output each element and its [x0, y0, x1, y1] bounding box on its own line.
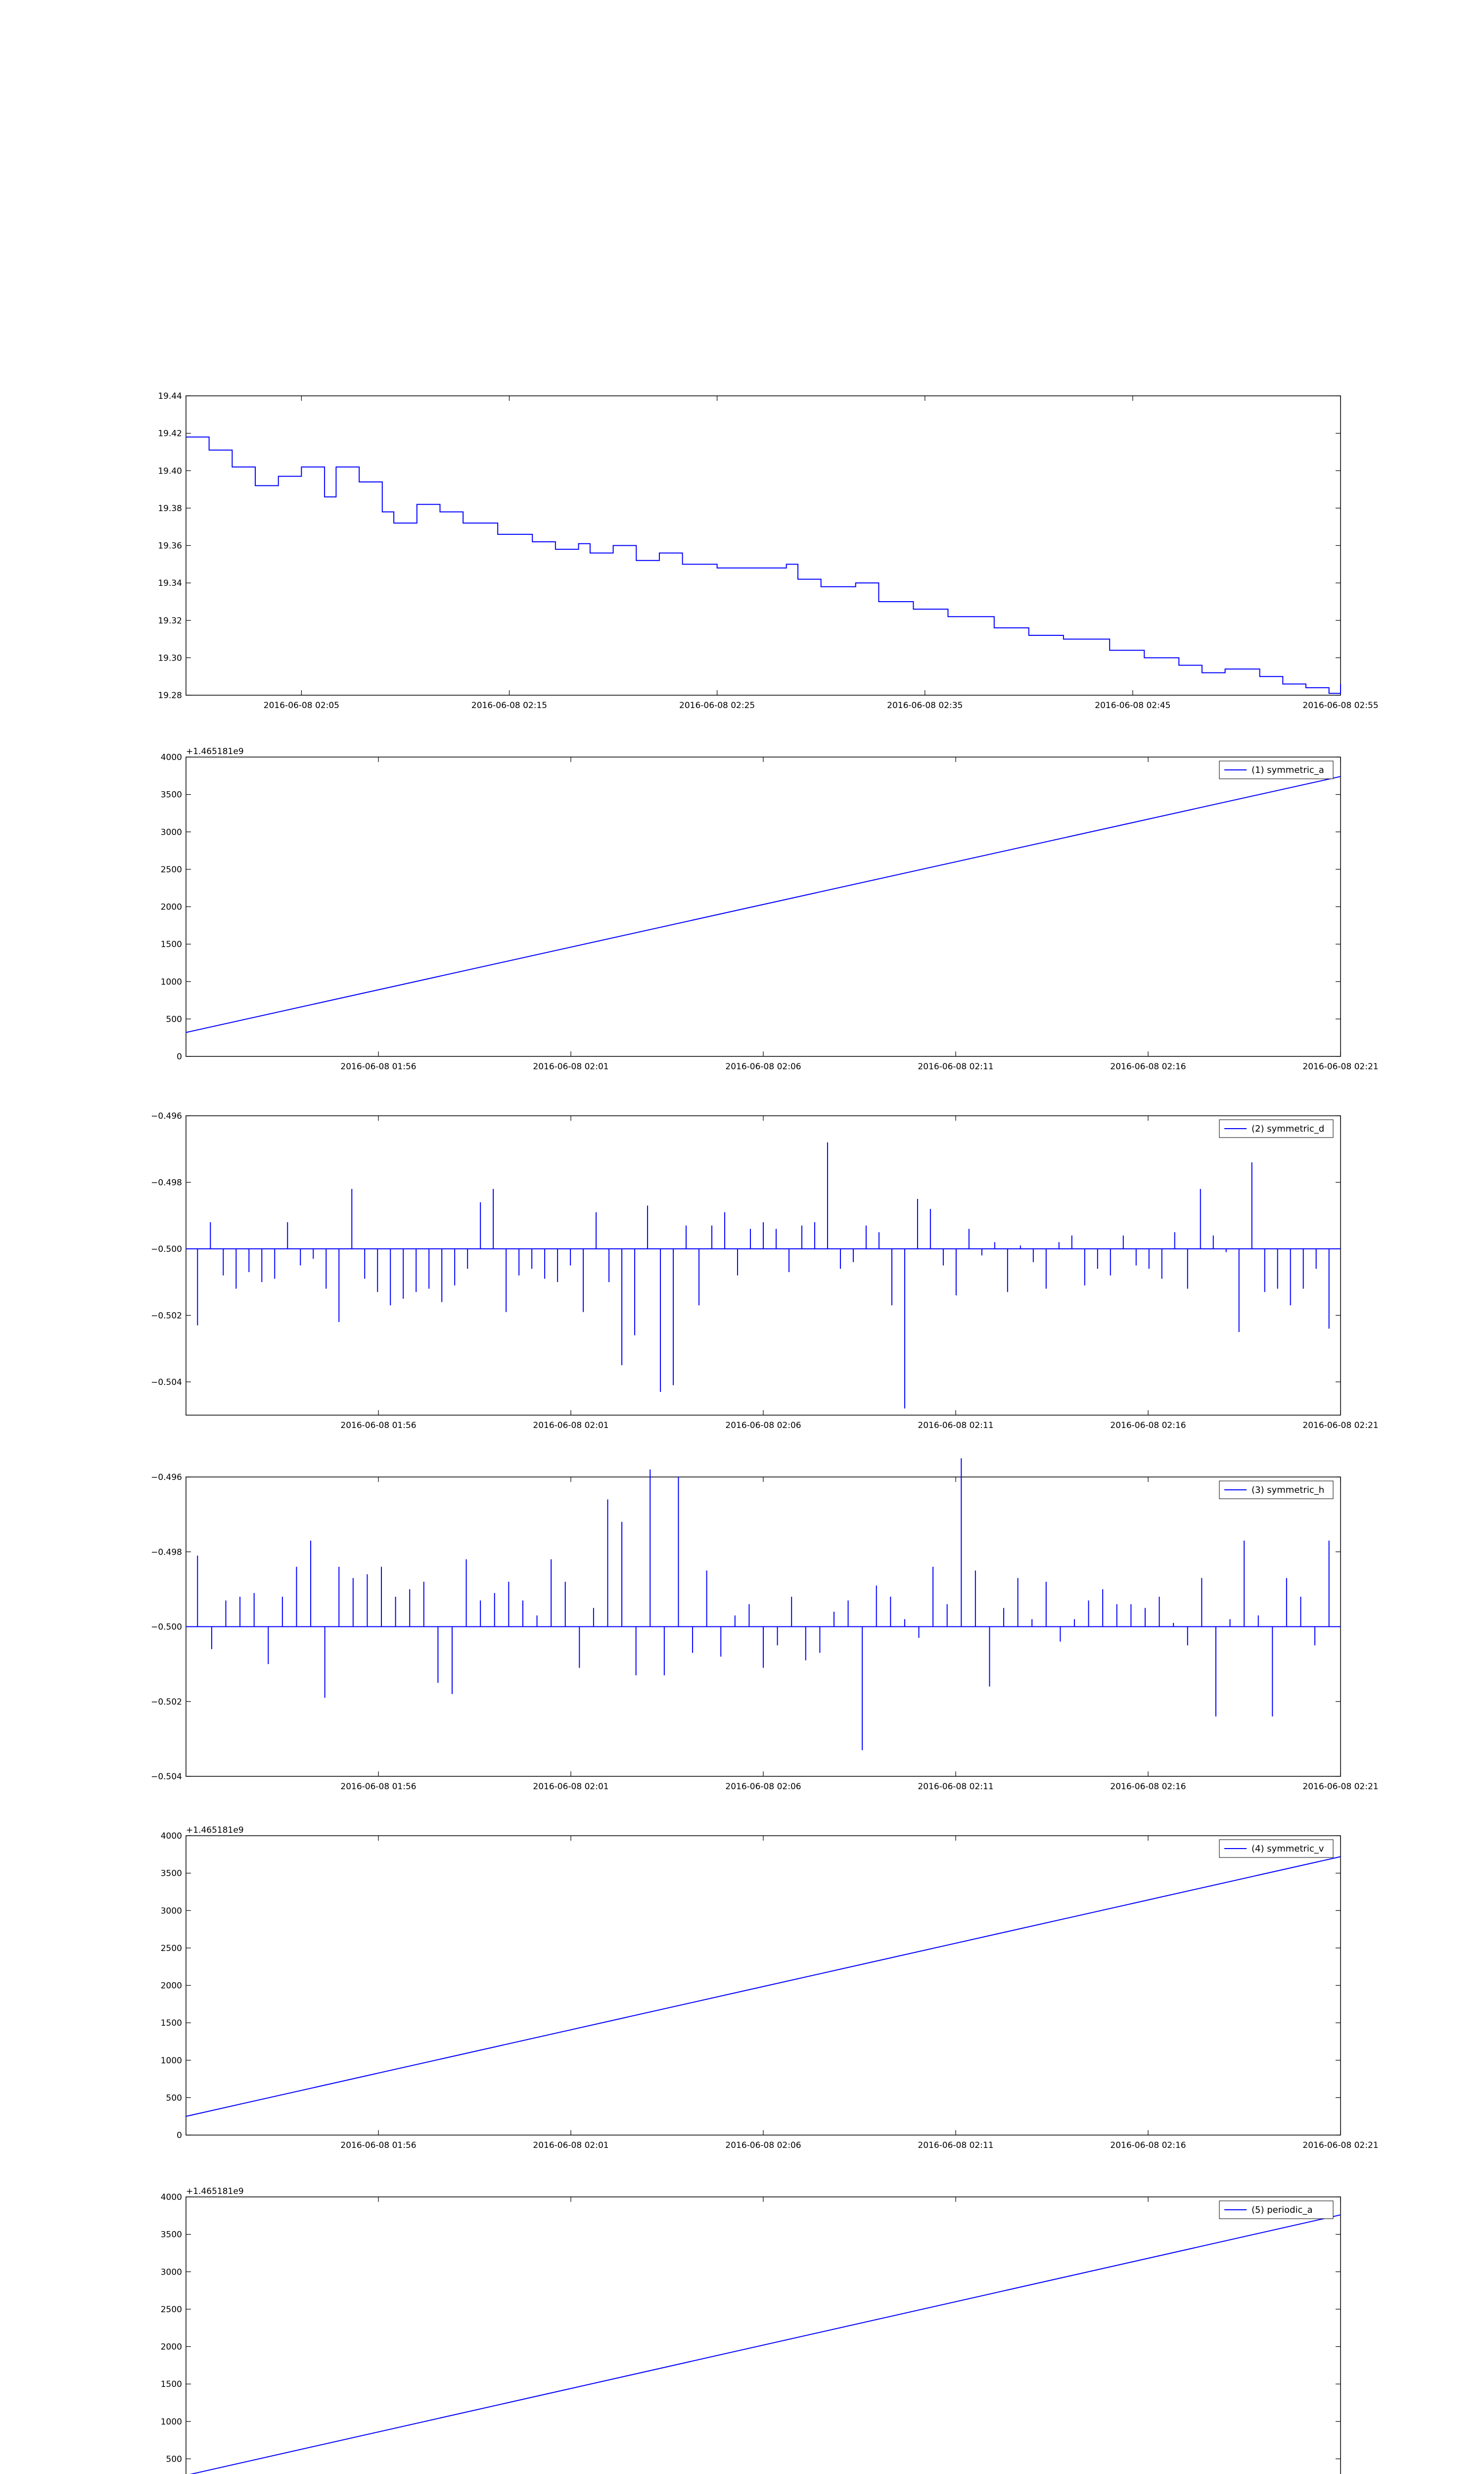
- legend: [1219, 1840, 1333, 1857]
- x-tick-label: 2016-06-08 02:01: [533, 1782, 609, 1792]
- y-tick-label: 2500: [160, 2304, 182, 2315]
- x-tick-label: 2016-06-08 02:21: [1302, 2141, 1379, 2150]
- x-tick-label: 2016-06-08 01:56: [340, 1421, 417, 1430]
- x-tick-label: 2016-06-08 02:16: [1110, 1062, 1186, 1072]
- y-tick-label: 500: [166, 1014, 182, 1025]
- y-tick-label: −0.502: [151, 1697, 182, 1707]
- y-tick-label: −0.496: [151, 1111, 182, 1121]
- y-tick-label: 19.36: [158, 541, 182, 551]
- x-tick-label: 2016-06-08 02:01: [533, 2141, 609, 2150]
- x-tick-label: 2016-06-08 02:21: [1302, 1421, 1379, 1430]
- subplot-2: [161, 747, 1379, 1072]
- legend: [1219, 1481, 1333, 1499]
- y-tick-label: −0.500: [151, 1622, 182, 1632]
- y-tick-label: −0.504: [151, 1377, 182, 1387]
- x-tick-label: 2016-06-08 01:56: [340, 1062, 417, 1072]
- y-tick-label: 19.34: [158, 578, 182, 589]
- x-tick-label: 2016-06-08 02:06: [725, 1421, 801, 1430]
- y-offset-label: +1.465181e9: [186, 747, 244, 757]
- y-tick-label: 1500: [160, 940, 182, 950]
- subplot-5: [161, 1825, 1379, 2150]
- x-tick-label: 2016-06-08 02:16: [1110, 2141, 1186, 2150]
- x-tick-label: 2016-06-08 02:01: [533, 1421, 609, 1430]
- y-tick-label: 19.44: [158, 391, 182, 401]
- x-tick-label: 2016-06-08 01:56: [340, 2141, 417, 2150]
- x-tick-label: 2016-06-08 02:11: [918, 1782, 994, 1792]
- legend-label: (3) symmetric_h: [1252, 1485, 1325, 1495]
- axes-frame: [186, 757, 1341, 1056]
- x-tick-label: 2016-06-08 02:11: [918, 2141, 994, 2150]
- x-tick-label: 2016-06-08 02:25: [679, 701, 755, 711]
- y-tick-label: 0: [177, 2131, 182, 2141]
- subplot-6: [161, 2187, 1379, 2474]
- x-tick-label: 2016-06-08 02:21: [1302, 1062, 1379, 1072]
- x-tick-label: 2016-06-08 02:55: [1302, 701, 1379, 711]
- x-tick-label: 2016-06-08 02:11: [918, 1421, 994, 1430]
- y-tick-label: 3500: [160, 1868, 182, 1879]
- y-tick-label: −0.496: [151, 1473, 182, 1482]
- legend-label: (5) periodic_a: [1252, 2205, 1313, 2215]
- y-tick-label: 2000: [160, 902, 182, 912]
- legend: [1219, 2201, 1333, 2219]
- y-tick-label: 2000: [160, 2342, 182, 2352]
- y-tick-label: −0.502: [151, 1311, 182, 1321]
- y-tick-label: 1000: [160, 2055, 182, 2066]
- subplot-3: [151, 1111, 1379, 1430]
- x-tick-label: 2016-06-08 01:56: [340, 1782, 417, 1792]
- x-tick-label: 2016-06-08 02:35: [887, 701, 963, 711]
- legend: [1219, 761, 1333, 779]
- subplot-4: [151, 1458, 1379, 1792]
- x-tick-label: 2016-06-08 02:06: [725, 1062, 801, 1072]
- y-tick-label: 1500: [160, 2018, 182, 2029]
- legend-label: (4) symmetric_v: [1252, 1844, 1324, 1854]
- y-tick-label: −0.498: [151, 1547, 182, 1558]
- y-tick-label: 19.42: [158, 428, 182, 439]
- axes-frame: [186, 1116, 1341, 1415]
- y-tick-label: −0.500: [151, 1244, 182, 1254]
- y-tick-label: 19.40: [158, 466, 182, 476]
- y-tick-label: 4000: [160, 2192, 182, 2202]
- x-tick-label: 2016-06-08 02:05: [263, 701, 340, 711]
- y-tick-label: 19.28: [158, 691, 182, 701]
- y-tick-label: −0.498: [151, 1178, 182, 1188]
- y-tick-label: 4000: [160, 1831, 182, 1841]
- x-tick-label: 2016-06-08 02:06: [725, 2141, 801, 2150]
- y-tick-label: 3500: [160, 2230, 182, 2240]
- y-tick-label: 2500: [160, 864, 182, 875]
- y-tick-label: 3000: [160, 1906, 182, 1916]
- y-tick-label: 500: [166, 2454, 182, 2465]
- y-tick-label: 500: [166, 2093, 182, 2103]
- y-offset-label: +1.465181e9: [186, 2187, 244, 2196]
- x-tick-label: 2016-06-08 02:11: [918, 1062, 994, 1072]
- y-tick-label: 2500: [160, 1943, 182, 1953]
- x-tick-label: 2016-06-08 02:21: [1302, 1782, 1379, 1792]
- y-tick-label: 3000: [160, 827, 182, 838]
- axes-frame: [186, 396, 1341, 695]
- y-tick-label: 0: [177, 1052, 182, 1062]
- y-tick-label: 1000: [160, 2417, 182, 2427]
- legend-label: (2) symmetric_d: [1252, 1124, 1325, 1134]
- y-tick-label: 1000: [160, 977, 182, 987]
- x-tick-label: 2016-06-08 02:06: [725, 1782, 801, 1792]
- y-tick-label: 1500: [160, 2379, 182, 2390]
- y-tick-label: 2000: [160, 1981, 182, 1991]
- x-tick-label: 2016-06-08 02:16: [1110, 1782, 1186, 1792]
- y-offset-label: +1.465181e9: [186, 1825, 244, 1835]
- axes-frame: [186, 1836, 1341, 2135]
- x-tick-label: 2016-06-08 02:15: [471, 701, 548, 711]
- y-tick-label: 4000: [160, 753, 182, 762]
- x-tick-label: 2016-06-08 02:16: [1110, 1421, 1186, 1430]
- legend: [1219, 1120, 1333, 1138]
- y-tick-label: 19.32: [158, 616, 182, 626]
- subplot-1: [158, 391, 1378, 711]
- y-tick-label: 19.30: [158, 653, 182, 664]
- legend-label: (1) symmetric_a: [1252, 765, 1324, 775]
- y-tick-label: −0.504: [151, 1772, 182, 1782]
- x-tick-label: 2016-06-08 02:01: [533, 1062, 609, 1072]
- y-tick-label: 3000: [160, 2267, 182, 2278]
- y-tick-label: 19.38: [158, 503, 182, 514]
- x-tick-label: 2016-06-08 02:45: [1095, 701, 1171, 711]
- axes-frame: [186, 2197, 1341, 2474]
- y-tick-label: 3500: [160, 790, 182, 800]
